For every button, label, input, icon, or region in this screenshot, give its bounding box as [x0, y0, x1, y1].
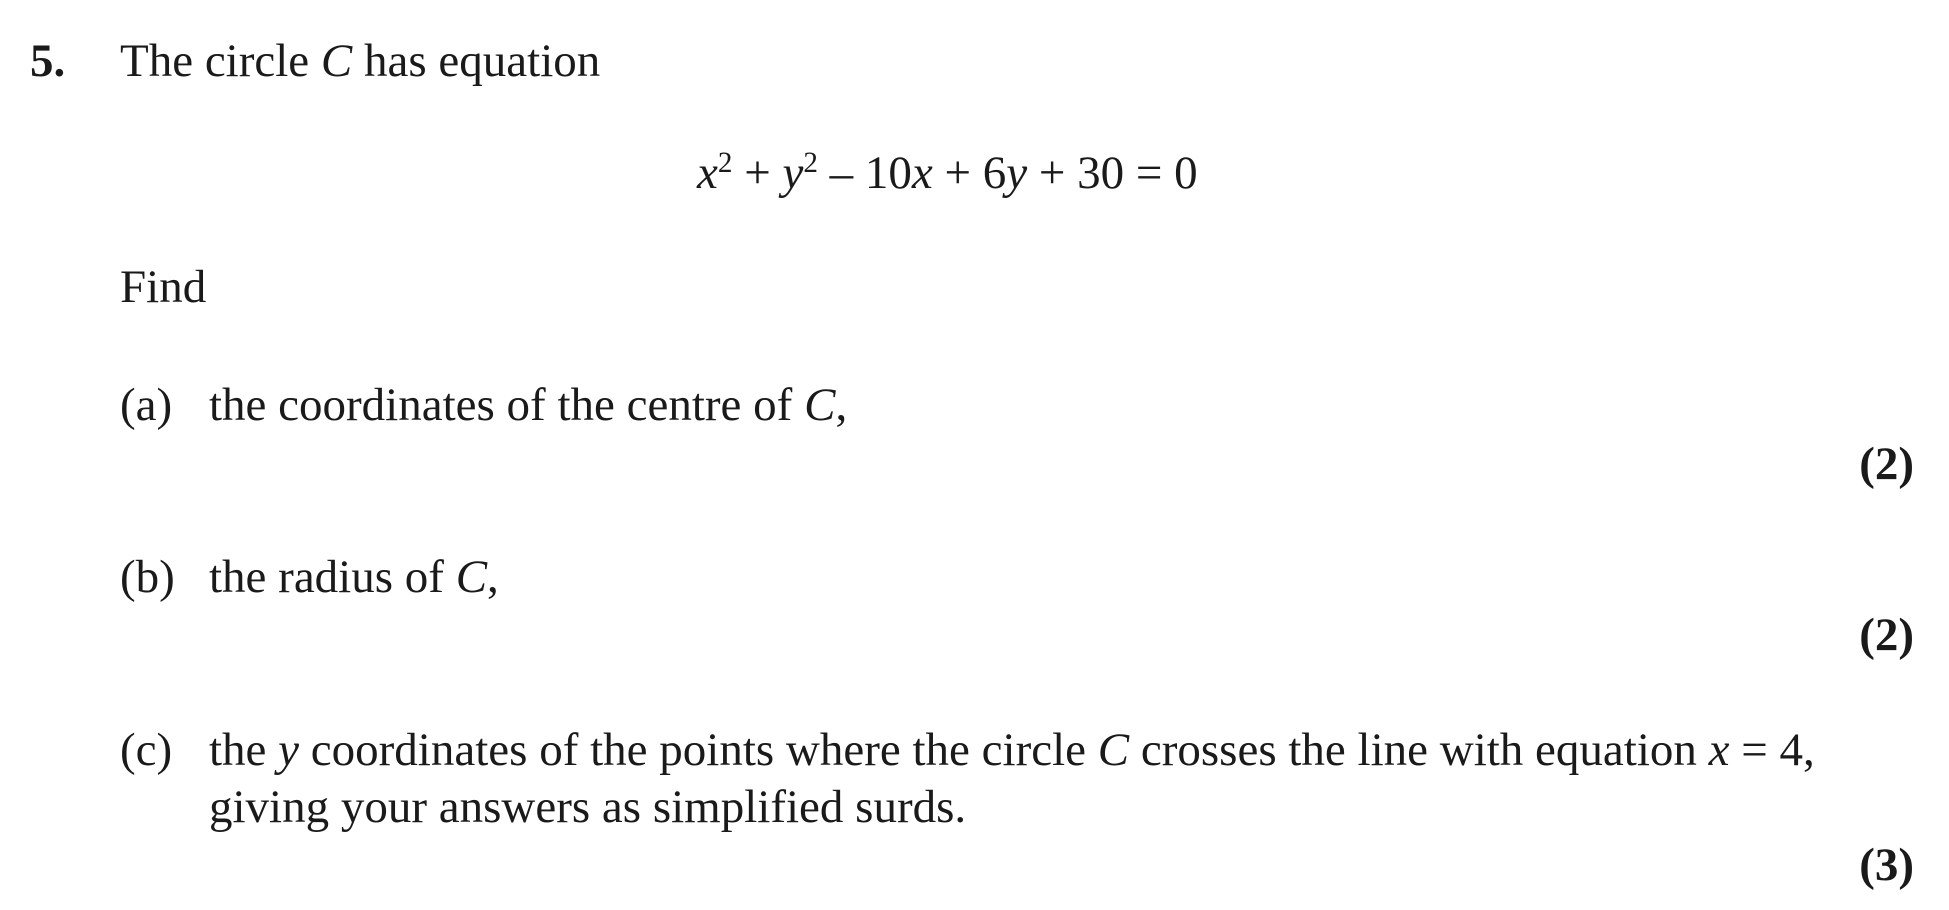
- circle-equation: [697, 146, 1198, 199]
- question-intro: [120, 35, 601, 87]
- part-b-marks: (2): [1859, 609, 1914, 661]
- part-a-prefix: the coordinates of the centre of: [209, 379, 805, 431]
- eq-term4: + 6: [932, 147, 1007, 199]
- eq-term3: – 10: [817, 147, 912, 199]
- part-c-var-y: y: [278, 724, 300, 776]
- part-b-label: (b): [120, 551, 175, 603]
- part-c-text4: = 4,: [1729, 724, 1815, 776]
- intro-suffix: has equation: [352, 35, 601, 87]
- part-b-prefix: the radius of: [209, 551, 456, 603]
- eq-y: y: [782, 147, 804, 199]
- find-label: Find: [120, 261, 207, 313]
- part-c-marks: (3): [1859, 839, 1914, 891]
- part-a-text: [209, 379, 848, 431]
- part-a-var: C: [804, 379, 836, 431]
- part-b-suffix: ,: [487, 551, 499, 603]
- part-a-marks: (2): [1859, 438, 1914, 490]
- part-a-suffix: ,: [835, 379, 848, 431]
- part-b-var: C: [455, 551, 488, 603]
- part-c-text-line1: [209, 724, 1815, 776]
- part-b-text: [209, 551, 499, 603]
- eq-y-linear: y: [1006, 147, 1028, 199]
- intro-prefix: The circle: [120, 35, 321, 87]
- curve-name: C: [320, 35, 353, 87]
- part-c-text2: coordinates of the points where the circle: [299, 724, 1098, 776]
- eq-x-exponent: 2: [717, 146, 733, 179]
- part-c-var-x: x: [1708, 724, 1730, 776]
- part-c-text3: crosses the line with equation: [1129, 724, 1709, 776]
- part-a-label: (a): [120, 379, 173, 431]
- part-c-var-c: C: [1097, 724, 1130, 776]
- part-c-text1: the: [209, 724, 279, 776]
- question-number: 5.: [30, 35, 66, 87]
- eq-y-exponent: 2: [803, 146, 818, 179]
- part-c-label: (c): [120, 724, 173, 776]
- eq-plus: +: [732, 147, 783, 199]
- eq-rest: + 30 = 0: [1027, 147, 1198, 199]
- eq-x: x: [697, 147, 718, 199]
- part-c-text-line2: giving your answers as simplified surds.: [209, 781, 967, 833]
- eq-x-linear: x: [911, 147, 933, 199]
